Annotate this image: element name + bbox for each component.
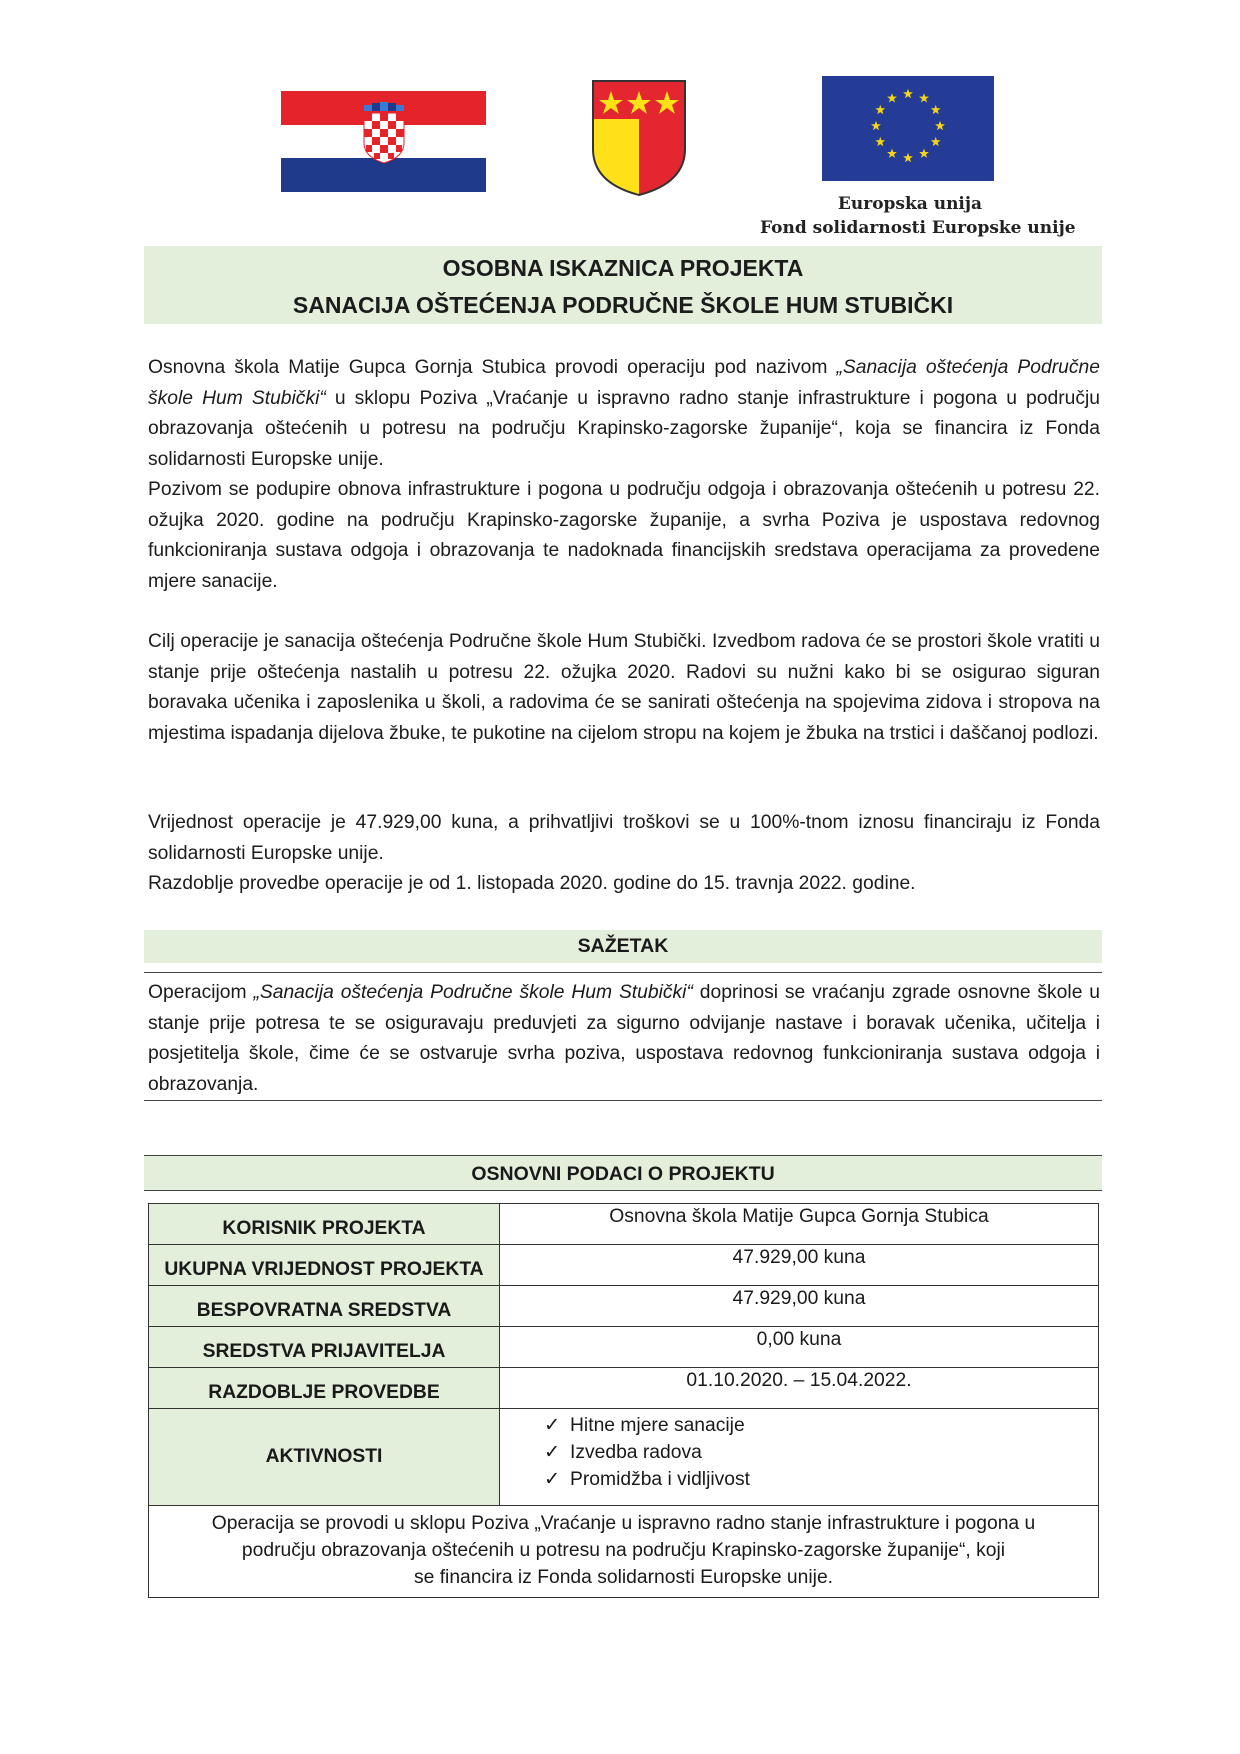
table-footer-row <box>149 1506 1099 1598</box>
activities-row <box>149 1409 1099 1506</box>
summary-heading: SAŽETAK <box>144 930 1102 963</box>
summary-operation-name: „Sanacija oštećenja Područne škole Hum Stubički“ <box>253 982 693 1003</box>
check-icon: ✓ <box>544 1415 561 1436</box>
list-item <box>544 1439 1098 1466</box>
eu-flag-icon <box>822 76 994 181</box>
table-row <box>149 1368 1099 1409</box>
list-item <box>544 1466 1098 1493</box>
eu-caption <box>760 192 1076 240</box>
value-section <box>148 808 1100 900</box>
footer-line2: području obrazovanja oštećenih u potresu na području Krapinsko-zagorske županije“, koji <box>241 1540 1006 1561</box>
row-label: SREDSTVA PRIJAVITELJA <box>149 1327 500 1368</box>
summary-paragraph <box>148 978 1100 1100</box>
summary-text-c: doprinosi se vraćanju zgrade osnovne škole u stanje prije potresa te se osiguravaju preduvjeti za sigurno odvijanje nastave i boravak učenika, učitelja i posjetitelja škole, čime će se ostvaruje svrha poziva, uspostava redovnog funkcioniranja sustava odgoja i obrazovanja. <box>148 982 1100 1095</box>
eu-caption-line2: Fond solidarnosti Europske unije <box>760 218 1076 238</box>
logo-header <box>0 0 1240 240</box>
list-item <box>544 1412 1098 1439</box>
summary-text-a: Operacijom <box>148 982 254 1003</box>
check-icon: ✓ <box>544 1469 561 1490</box>
activity-label: Promidžba i vidljivost <box>570 1469 751 1490</box>
row-value: 01.10.2020. – 15.04.2022. <box>500 1368 1099 1409</box>
row-label: KORISNIK PROJEKTA <box>149 1204 500 1245</box>
title-line2: SANACIJA OŠTEĆENJA PODRUČNE ŠKOLE HUM STUBIČKI <box>292 292 954 318</box>
eu-caption-line1: Europska unija <box>837 194 983 214</box>
table-row <box>149 1245 1099 1286</box>
row-value: Osnovna škola Matije Gupca Gornja Stubica <box>500 1204 1099 1245</box>
activities-list <box>500 1409 1098 1493</box>
intro-section <box>148 353 1100 597</box>
coat-of-arms-icon <box>591 79 687 197</box>
table-row <box>149 1327 1099 1368</box>
goal-paragraph: Cilj operacije je sanacija oštećenja Područne škole Hum Stubički. Izvedbom radova će se prostori škole vratiti u stanje prije oštećenja nastalih u potresu 22. ožujka 2020. Radovi su nužni kako bi se osigurao siguran boravaka učenika i zaposlenika u školi, a radovima će se sanirati oštećenja na spojevima zidova i stropova na mjestima ispadanja dijelova žbuke, te pukotine na cijelom stropu na kojem je žbuka na trstici i daščanoj podlozi. <box>148 631 1100 744</box>
period-paragraph: Razdoblje provedbe operacije je od 1. listopada 2020. godine do 15. travnja 2022. godine. <box>148 873 916 894</box>
call-description: Pozivom se podupire obnova infrastrukture i pogona u području odgoja i obrazovanja oštećenih u potresu 22. ožujka 2020. godine na području Krapinsko-zagorske županije, a svrha Poziva je uspostava redovnog funkcioniranja sustava odgoja i obrazovanja te nadoknada financijskih sredstava operacijama za provedene mjere sanacije. <box>148 479 1100 592</box>
page-title <box>144 246 1102 324</box>
croatian-flag-icon <box>281 91 486 192</box>
check-icon: ✓ <box>544 1442 561 1463</box>
footer-line3: se financira iz Fonda solidarnosti Europske unije. <box>413 1567 834 1588</box>
intro-paragraph <box>148 353 1100 475</box>
basic-data-table <box>148 1203 1099 1598</box>
table-row <box>149 1286 1099 1327</box>
intro-text-a: Osnovna škola Matije Gupca Gornja Stubica provodi operaciju pod nazivom <box>148 357 837 378</box>
activities-label: AKTIVNOSTI <box>149 1409 500 1506</box>
footer-line1: Operacija se provodi u sklopu Poziva „Vraćanje u ispravno radno stanje infrastrukture i pogona u <box>211 1513 1036 1534</box>
row-value: 47.929,00 kuna <box>500 1286 1099 1327</box>
summary-box <box>144 972 1102 1101</box>
row-value: 0,00 kuna <box>500 1327 1099 1368</box>
goal-section <box>148 627 1100 749</box>
basic-data-heading: OSNOVNI PODACI O PROJEKTU <box>144 1155 1102 1191</box>
title-line1: OSOBNA ISKAZNICA PROJEKTA <box>442 255 804 281</box>
table-row <box>149 1204 1099 1245</box>
activity-label: Hitne mjere sanacije <box>570 1415 745 1436</box>
activity-label: Izvedba radova <box>570 1442 702 1463</box>
row-label: UKUPNA VRIJEDNOST PROJEKTA <box>149 1245 500 1286</box>
intro-text-c: u sklopu Poziva „Vraćanje u ispravno radno stanje infrastrukture i pogona u području obrazovanja oštećenih u potresu na području Krapinsko-zagorske županije“, koja se financira iz Fonda solidarnosti Europske unije. <box>148 387 1100 470</box>
table-footer-note <box>149 1506 1099 1598</box>
row-label: BESPOVRATNA SREDSTVA <box>149 1286 500 1327</box>
activities-cell <box>500 1409 1099 1506</box>
row-label: RAZDOBLJE PROVEDBE <box>149 1368 500 1409</box>
value-paragraph: Vrijednost operacije je 47.929,00 kuna, a prihvatljivi troškovi se u 100%-tnom iznosu financiraju iz Fonda solidarnosti Europske unije. <box>148 812 1100 864</box>
row-value: 47.929,00 kuna <box>500 1245 1099 1286</box>
operation-name: „Sanacija oštećenja Područne škole Hum Stubički“ <box>148 357 1100 409</box>
